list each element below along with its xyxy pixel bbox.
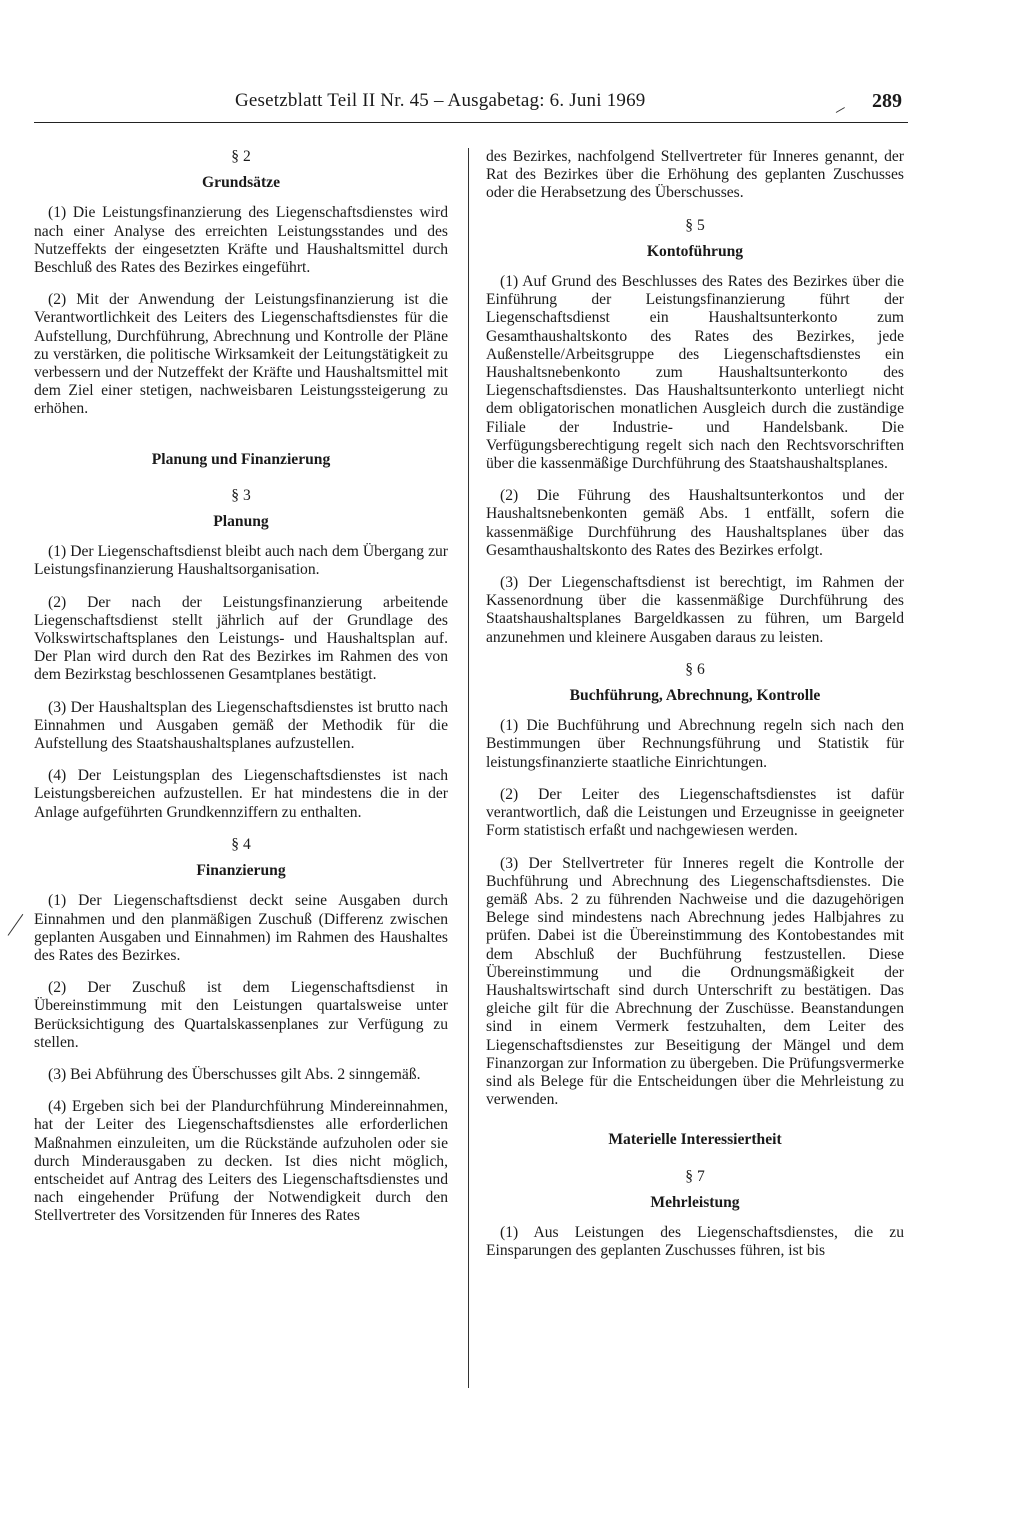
paragraph: (1) Der Liegenschaftsdienst bleibt auch nach dem Übergang zur Leistungsfinanzierung Haushaltsorganisation. xyxy=(34,543,448,579)
paragraph: (1) Der Liegenschaftsdienst deckt seine Ausgaben durch Einnahmen und den planmäßigen Zuschuß (Differenz zwischen geplanten Ausgaben und Einnahmen) im Rahmen des Haushaltes des Rates des Bezirkes. xyxy=(34,892,448,964)
section-title: Buchführung, Abrechnung, Kontrolle xyxy=(569,687,821,705)
paragraph: (4) Ergeben sich bei der Plandurchführung Mindereinnahmen, hat der Leiter des Liegenschaftsdienstes alle erforderlichen Maßnahmen einzuleiten, um die Rückstände aufzuholen oder sie durch Minderausgaben zu decken. Ist dies nicht möglich, entscheidet auf Antrag des Leiters des Liegenschaftsdienstes und nach eingehender Prüfung der Notwendigkeit durch den Stellvertreter des Vorsitzenden für Inneres des Rates xyxy=(34,1098,448,1225)
section-title: Finanzierung xyxy=(196,862,286,880)
paragraph: (4) Der Leistungsplan des Liegenschaftsdienstes ist nach Leistungsbereichen aufzustellen. Er hat mindestens die in der Anlage aufgeführten Grundkennziffern zu enthalten. xyxy=(34,767,448,821)
section-number: § 5 xyxy=(685,216,705,234)
margin-mark xyxy=(8,914,24,936)
section-title: Mehrleistung xyxy=(650,1193,740,1211)
column-divider xyxy=(468,148,469,1388)
page-header xyxy=(0,90,1024,120)
section-number: § 3 xyxy=(231,486,251,504)
part-title: Planung und Finanzierung xyxy=(151,450,331,468)
page-number: 289 xyxy=(872,90,902,112)
paragraph: (3) Der Stellvertreter für Inneres regelt die Kontrolle der Buchführung und Abrechnung des Liegenschaftsdienstes. Die gemäß Abs. 2 zu führenden Nachweise und die dazugehörigen Belege sind mindestens nach Abrechnung jedes Halbjahres zu prüfen. Dabei ist die Übereinstimmung des Kontobestandes mit dem Abschluß der Buchführung festzustellen. Diese Übereinstimmung und die Ordnungsmäßigkeit der Haushaltswirtschaft sind durch Unterschrift zu bestätigen. Das gleiche gilt für die Abrechnung der Zuschüsse. Beanstandungen sind in einem Vermerk festzuhalten, dem Leiter des Liegenschaftsdienstes zur Beseitigung der Mängel und dem Finanzorgan zur Information zu übergeben. Die Prüfungsvermerke sind als Belege für die Entscheidungen über die Mehrleistung zu verwenden. xyxy=(486,854,904,1109)
paragraph-continuation: des Bezirkes, nachfolgend Stellvertreter für Inneres genannt, der Rat des Bezirkes über die Erhöhung des geplanten Zuschusses oder die Herabsetzung des Überschusses. xyxy=(486,148,904,202)
paragraph: (1) Die Leistungsfinanzierung des Liegenschaftsdienstes wird nach einer Analyse des erreichten Leistungsstandes und des Nutzeffekts der eingesetzten Kräfte und Haushaltsmittel durch Beschluß des Rates des Bezirkes eingeführt. xyxy=(34,204,448,277)
left-column xyxy=(34,148,448,1240)
paragraph: (2) Der nach der Leistungsfinanzierung arbeitende Liegenschaftsdienst stellt jährlich auf der Grundlage des Volkswirtschaftsplanes den Leistungs- und Haushaltsplan auf. Der Plan wird durch den Rat des Bezirkes im Rahmen des von dem Bezirkstag beschlossenen Gesamtplanes bestätigt. xyxy=(34,593,448,684)
paragraph: (3) Der Haushaltsplan des Liegenschaftsdienstes ist brutto nach Einnahmen und Ausgaben gemäß der Methodik für die Aufstellung des Staatshaushaltsplanes aufzustellen. xyxy=(34,698,448,753)
paragraph: (2) Der Zuschuß ist dem Liegenschaftsdienst in Übereinstimmung mit den Leistungen quartalsweise unter Berücksichtigung des Quartalskassenplanes zur Verfügung zu stellen. xyxy=(34,979,448,1051)
paragraph: (3) Der Liegenschaftsdienst ist berechtigt, im Rahmen der Kassenordnung über die kassenmäßige Durchführung des Staatshaushaltsplanes Bargeldkassen zu führen, um Bargeld anzunehmen und kleinere Ausgaben daraus zu leisten. xyxy=(486,574,904,646)
section-title: Grundsätze xyxy=(202,174,280,192)
section-title: Kontoführung xyxy=(646,242,744,260)
paragraph: (1) Die Buchführung und Abrechnung regeln sich nach den Bestimmungen über Rechnungsführung und Statistik für leistungsfinanzierte staatliche Einrichtungen. xyxy=(486,717,904,771)
part-title: Materielle Interessiertheit xyxy=(608,1131,782,1149)
section-number: § 6 xyxy=(685,660,705,678)
section-number: § 4 xyxy=(231,835,251,853)
right-column xyxy=(486,148,904,1274)
paragraph: (2) Die Führung des Haushaltsunterkontos und der Haushaltsnebenkonten gemäß Abs. 1 entfällt, sofern die kassenmäßige Durchführung des Haushaltsplanes über das Gesamthaushaltskonto des Rates des Bezirkes erfolgt. xyxy=(486,487,904,559)
paragraph: (1) Auf Grund des Beschlusses des Rates des Bezirkes über die Einführung der Leistungsfinanzierung führt der Liegenschaftsdienst ein Haushaltsunterkonto zum Gesamthaushaltskonto des Rates des Bezirkes, jede Außenstelle/Arbeitsgruppe des Liegenschaftsdienstes ein Haushaltsnebenkonto zum Haushaltsunterkonto des Liegenschaftsdienstes. Das Haushaltsunterkonto unterliegt nicht dem obligatorischen monatlichen Ausgleich durch die zuständige Filiale der Industrie- und Handelsbank. Die Verfügungsberechtigung regelt sich nach den Rechtsvorschriften über die kassenmäßige Durchführung des Staatshaushaltsplanes. xyxy=(486,273,904,473)
section-number: § 7 xyxy=(685,1167,705,1185)
paragraph: (3) Bei Abführung des Überschusses gilt Abs. 2 sinngemäß. xyxy=(48,1065,421,1083)
header-rule xyxy=(34,122,908,123)
section-number: § 2 xyxy=(231,148,251,165)
paragraph: (2) Der Leiter des Liegenschaftsdienstes ist dafür verantwortlich, daß die Leistungen und Erzeugnisse in geeigneter Form statistisch erfaßt und nachgewiesen werden. xyxy=(486,785,904,840)
section-title: Planung xyxy=(213,513,269,531)
header-title: Gesetzblatt Teil II Nr. 45 – Ausgabetag: 6. Juni 1969 xyxy=(235,90,646,111)
paragraph: (1) Aus Leistungen des Liegenschaftsdienstes, die zu Einsparungen des geplanten Zuschusses führen, ist bis xyxy=(486,1223,904,1260)
paragraph: (2) Mit der Anwendung der Leistungsfinanzierung ist die Verantwortlichkeit des Leiters des Liegenschaftsdienstes für die Aufstellung, Durchführung, Abrechnung und Kontrolle der Pläne zu verstärken, die politische Wirksamkeit der Leitungstätigkeit zu verbessern und der Nutzeffekt der Kräfte und Haushaltsmittel mit dem Ziel einer stetigen, nachweisbaren Leistungssteigerung zu erhöhen. xyxy=(34,291,448,418)
